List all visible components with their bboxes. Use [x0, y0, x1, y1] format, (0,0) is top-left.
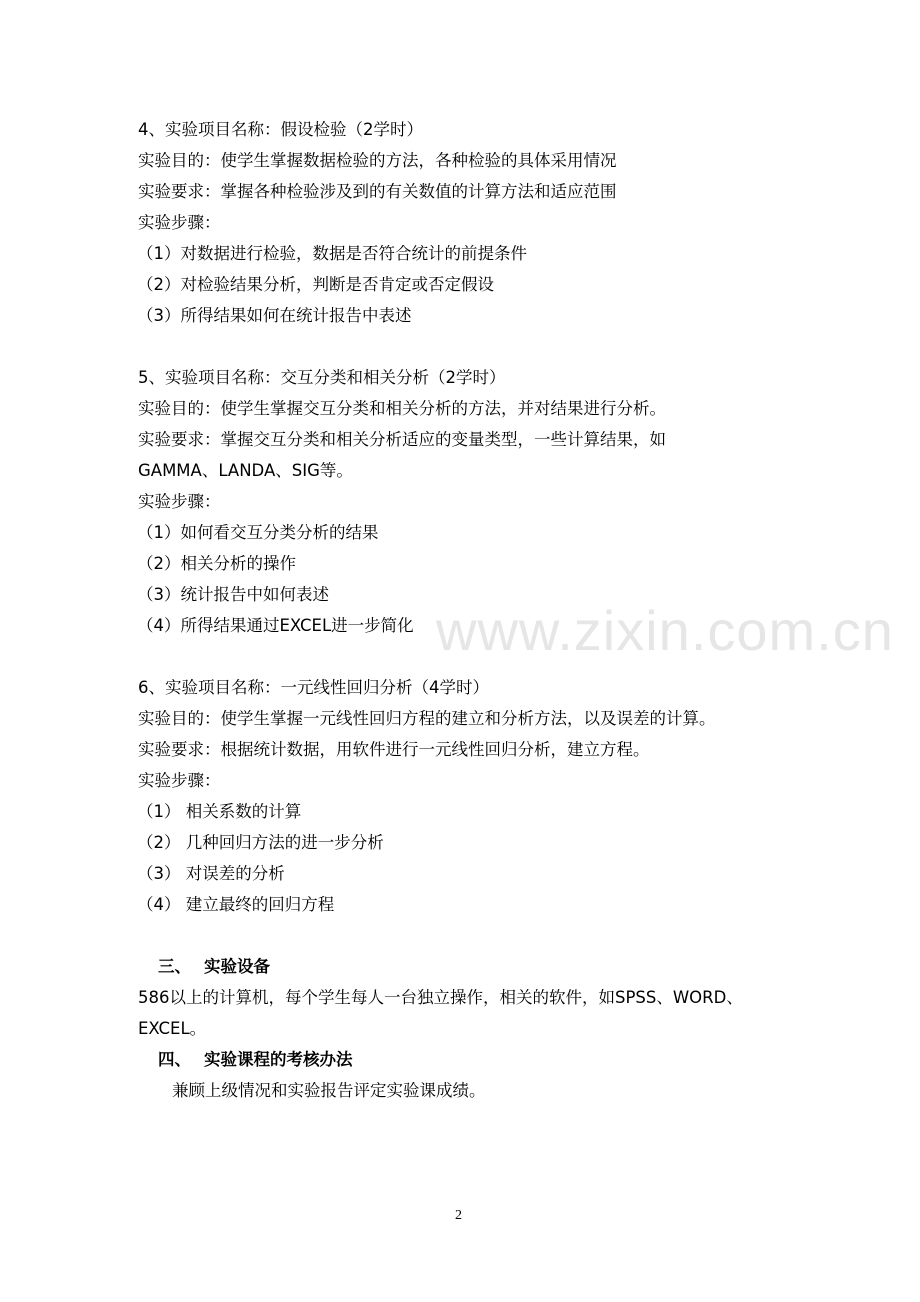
item4-purpose: 实验目的：使学生掌握数据检验的方法，各种检验的具体采用情况	[138, 151, 617, 170]
item5-requirement: 实验要求：掌握交互分类和相关分析适应的变量类型，一些计算结果，如	[138, 430, 666, 449]
section3-number: 三、	[158, 957, 191, 976]
item5-step: （4）所得结果通过EXCEL进一步简化	[137, 616, 414, 635]
item5-step: （3）统计报告中如何表述	[137, 585, 329, 604]
item6-step: （4） 建立最终的回归方程	[137, 895, 335, 914]
item4-step: （2）对检验结果分析，判断是否肯定或否定假设	[137, 275, 494, 294]
item6-step: （1） 相关系数的计算	[137, 802, 302, 821]
item6-step: （3） 对误差的分析	[137, 864, 285, 883]
item6-steps-label: 实验步骤：	[138, 771, 221, 790]
section3-body-cont: EXCEL。	[138, 1019, 207, 1038]
section3-title: 实验设备	[204, 957, 270, 976]
section3-heading	[158, 956, 270, 978]
page-number: 2	[455, 1208, 462, 1223]
section3-body: 586以上的计算机，每个学生每人一台独立操作，相关的软件，如SPSS、WORD、	[138, 988, 743, 1007]
section4-number: 四、	[158, 1050, 191, 1069]
item6-requirement: 实验要求：根据统计数据，用软件进行一元线性回归分析，建立方程。	[138, 740, 650, 759]
item4-step: （1）对数据进行检验，数据是否符合统计的前提条件	[137, 244, 527, 263]
item4-title: 4、实验项目名称：假设检验（2学时）	[138, 120, 423, 139]
item4-step: （3）所得结果如何在统计报告中表述	[137, 306, 412, 325]
section4-title: 实验课程的考核办法	[204, 1050, 353, 1069]
section4-heading	[158, 1049, 353, 1071]
item5-requirement-cont: GAMMA、LANDA、SIG等。	[138, 461, 353, 480]
item6-title: 6、实验项目名称：一元线性回归分析（4学时）	[138, 678, 489, 697]
item6-step: （2） 几种回归方法的进一步分析	[137, 833, 384, 852]
item5-steps-label: 实验步骤：	[138, 492, 221, 511]
section4-body: 兼顾上级情况和实验报告评定实验课成绩。	[172, 1081, 486, 1100]
item5-step: （1）如何看交互分类分析的结果	[137, 523, 379, 542]
item4-steps-label: 实验步骤：	[138, 213, 221, 232]
item5-step: （2）相关分析的操作	[137, 554, 296, 573]
item4-requirement: 实验要求：掌握各种检验涉及到的有关数值的计算方法和适应范围	[138, 182, 617, 201]
watermark: www.zixin.com.cn	[436, 599, 894, 662]
item5-purpose: 实验目的：使学生掌握交互分类和相关分析的方法，并对结果进行分析。	[138, 399, 666, 418]
item6-purpose: 实验目的：使学生掌握一元线性回归方程的建立和分析方法，以及误差的计算。	[138, 709, 716, 728]
item5-title: 5、实验项目名称：交互分类和相关分析（2学时）	[138, 368, 506, 387]
